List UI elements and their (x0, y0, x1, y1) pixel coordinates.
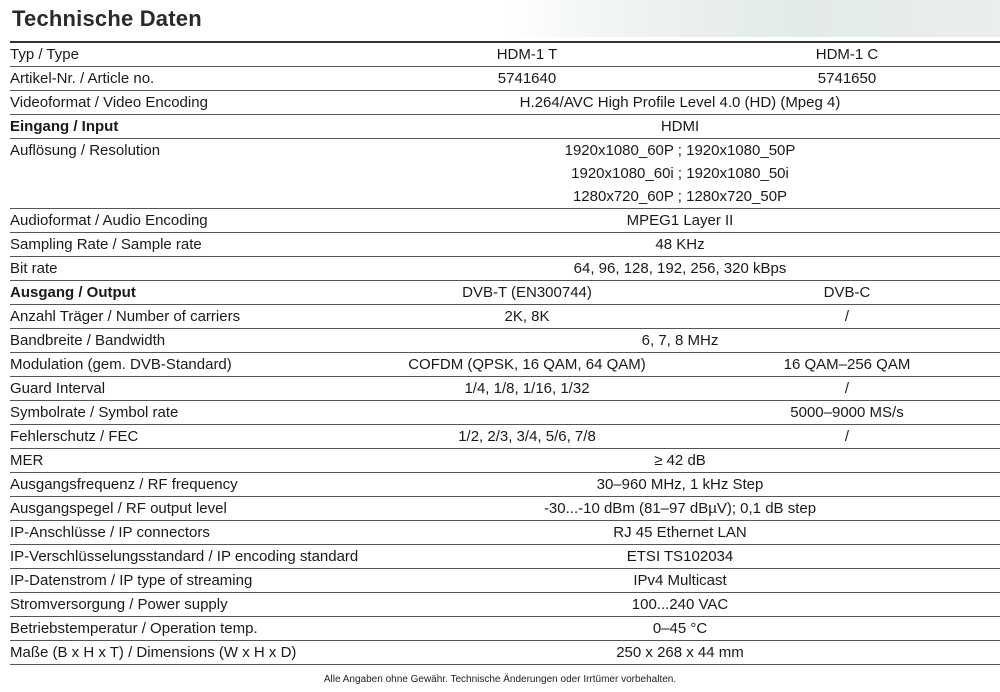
row-label: Maße (B x H x T) / Dimensions (W x H x D) (10, 644, 297, 661)
row-label: Anzahl Träger / Number of carriers (10, 308, 241, 325)
table-row (10, 617, 1000, 641)
row-label: Modulation (gem. DVB-Standard) (10, 356, 232, 373)
row-label: Sampling Rate / Sample rate (10, 236, 202, 253)
row-label: Artikel-Nr. / Article no. (10, 70, 155, 87)
row-label: Fehlerschutz / FEC (10, 428, 139, 445)
shared-value: 0–45 °C (652, 620, 708, 637)
row-label: IP-Verschlüsselungsstandard / IP encoding standard (10, 548, 359, 565)
table-row (10, 115, 1000, 139)
shared-value: 1280x720_60P ; 1280x720_50P (572, 188, 788, 205)
row-label: Auflösung / Resolution (10, 142, 161, 159)
table-row (10, 449, 1000, 473)
hdm1c-value: HDM-1 C (815, 46, 879, 63)
shared-value: 100...240 VAC (631, 596, 729, 613)
hdm1t-value: 1/4, 1/8, 1/16, 1/32 (464, 380, 590, 397)
hdm1t-value: COFDM (QPSK, 16 QAM, 64 QAM) (408, 356, 646, 373)
table-row (10, 139, 1000, 163)
row-label: Videoformat / Video Encoding (10, 94, 208, 111)
shared-value: ≥ 42 dB (654, 452, 706, 469)
row-label: Audioformat / Audio Encoding (10, 212, 208, 229)
table-row (10, 593, 1000, 617)
table-row (10, 353, 1000, 377)
table-row (10, 401, 1000, 425)
hdm1c-value: 5000–9000 MS/s (790, 404, 904, 421)
page-title: Technische Daten (12, 6, 202, 31)
hdm1c-value: 5741650 (817, 70, 877, 87)
shared-value: 250 x 268 x 44 mm (616, 644, 744, 661)
row-label: MER (10, 452, 44, 469)
hdm1c-value: DVB-C (823, 284, 871, 301)
shared-value: 1920x1080_60i ; 1920x1080_50i (571, 165, 789, 182)
row-label: Bit rate (10, 260, 58, 277)
row-label: Stromversorgung / Power supply (10, 596, 228, 613)
row-label: Bandbreite / Bandwidth (10, 332, 166, 349)
table-row (10, 641, 1000, 665)
shared-value: 30–960 MHz, 1 kHz Step (596, 476, 764, 493)
table-row (10, 257, 1000, 281)
shared-value: -30...-10 dBm (81–97 dBµV); 0,1 dB step (543, 500, 817, 517)
hdm1c-value: 16 QAM–256 QAM (783, 356, 911, 373)
table-row (10, 91, 1000, 115)
table-row (10, 185, 1000, 209)
table-row (10, 67, 1000, 91)
hdm1c-value: / (844, 428, 850, 445)
shared-value: 1920x1080_60P ; 1920x1080_50P (564, 142, 796, 159)
row-label: Ausgangspegel / RF output level (10, 500, 227, 517)
table-row (10, 233, 1000, 257)
table-row (10, 521, 1000, 545)
hdm1t-value: 2K, 8K (504, 308, 550, 325)
header-banner (505, 0, 1000, 37)
hdm1t-value: 5741640 (497, 70, 557, 87)
row-label (10, 185, 360, 209)
spec-table (10, 41, 1000, 665)
table-row (10, 42, 1000, 67)
row-label: IP-Datenstrom / IP type of streaming (10, 572, 253, 589)
shared-value: IPv4 Multicast (633, 572, 727, 589)
shared-value: 6, 7, 8 MHz (641, 332, 719, 349)
row-label: Betriebstemperatur / Operation temp. (10, 620, 258, 637)
table-row (10, 497, 1000, 521)
table-row (10, 281, 1000, 305)
table-row (10, 209, 1000, 233)
table-row (10, 329, 1000, 353)
row-label (10, 162, 360, 185)
section-label: Ausgang / Output (10, 284, 136, 301)
table-row (10, 473, 1000, 497)
shared-value: 64, 96, 128, 192, 256, 320 kBps (573, 260, 787, 277)
shared-value: H.264/AVC High Profile Level 4.0 (HD) (Mpeg 4) (519, 94, 841, 111)
table-row (10, 425, 1000, 449)
row-label: Guard Interval (10, 380, 106, 397)
shared-value: HDMI (660, 118, 700, 135)
table-row (10, 377, 1000, 401)
hdm1c-value: / (844, 380, 850, 397)
table-row (10, 162, 1000, 185)
section-label: Eingang / Input (10, 118, 119, 135)
row-label: Ausgangsfrequenz / RF frequency (10, 476, 238, 493)
hdm1c-value: / (844, 308, 850, 325)
row-label: IP-Anschlüsse / IP connectors (10, 524, 210, 541)
hdm1t-value: DVB-T (EN300744) (462, 284, 592, 301)
row-label: Symbolrate / Symbol rate (10, 404, 179, 421)
table-row (10, 305, 1000, 329)
row-label: Typ / Type (10, 46, 79, 63)
footnote: Alle Angaben ohne Gewähr. Technische Änderungen oder Irrtümer vorbehalten. (323, 674, 677, 685)
hdm1t-value: HDM-1 T (496, 46, 558, 63)
table-row (10, 545, 1000, 569)
hdm1t-value: 1/2, 2/3, 3/4, 5/6, 7/8 (458, 428, 596, 445)
table-row (10, 569, 1000, 593)
hdm1t-value (360, 401, 694, 425)
shared-value: 48 KHz (655, 236, 705, 253)
shared-value: RJ 45 Ethernet LAN (613, 524, 747, 541)
shared-value: MPEG1 Layer II (626, 212, 734, 229)
shared-value: ETSI TS102034 (626, 548, 734, 565)
